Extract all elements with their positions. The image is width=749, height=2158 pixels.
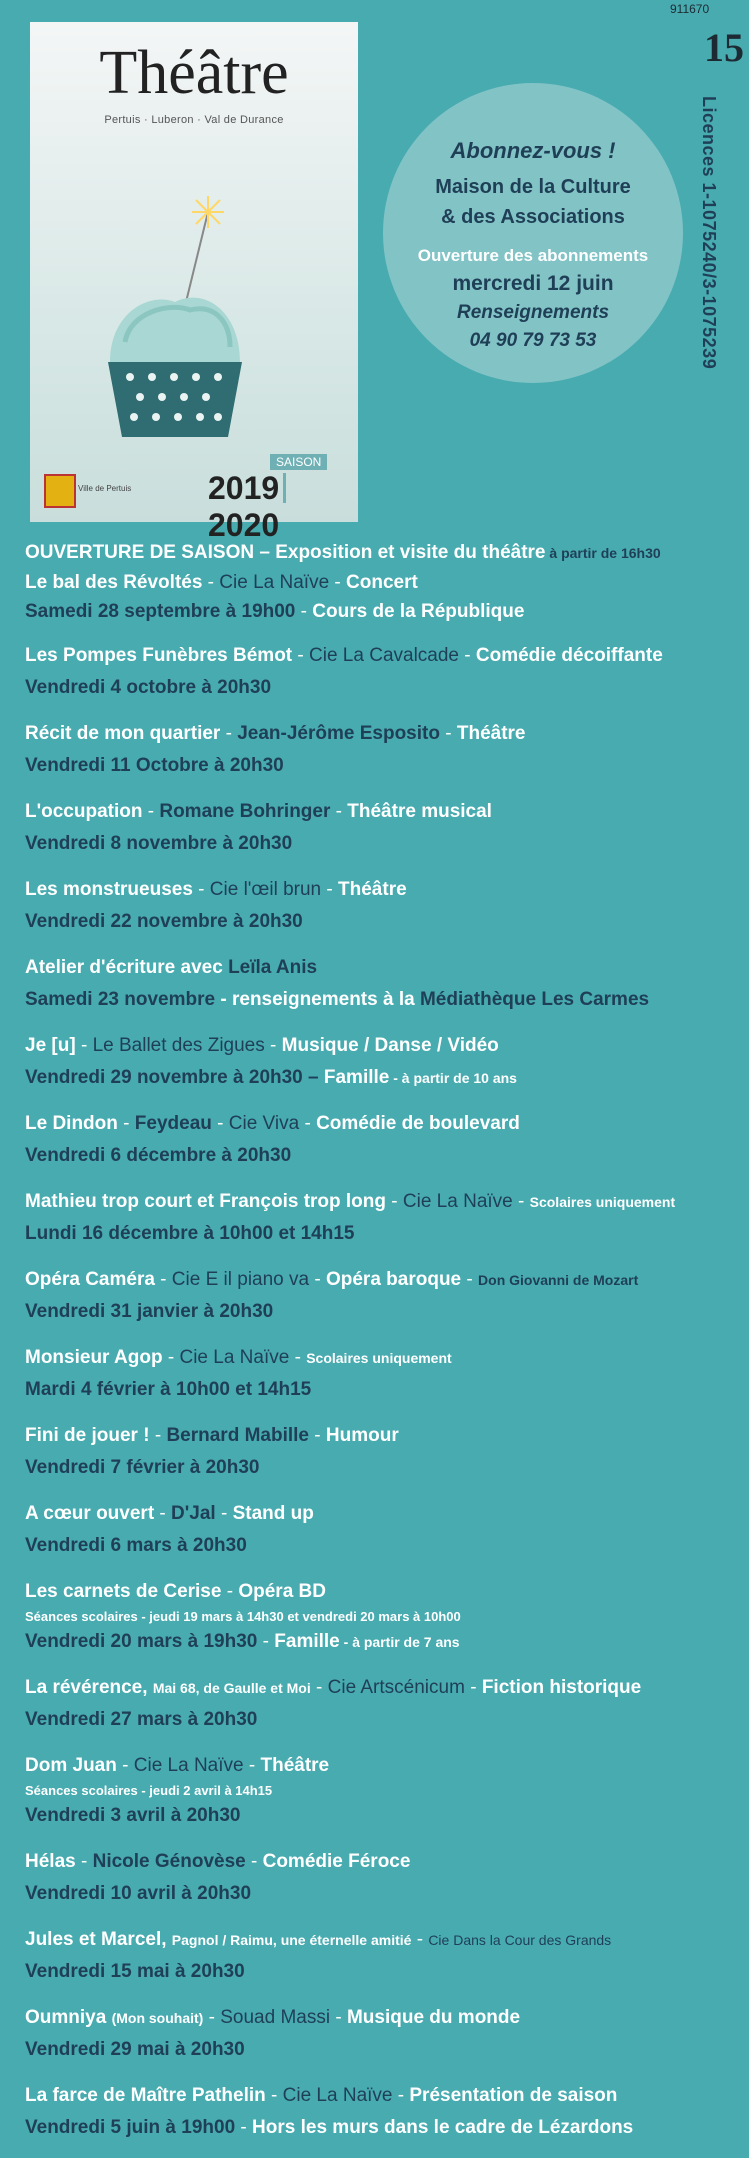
event-venue: Hors les murs dans le cadre de Lézardons (252, 2117, 634, 2138)
separator: - (330, 2007, 347, 2028)
separator: - (439, 723, 457, 744)
event-date: Vendredi 7 février à 20h30 (25, 1457, 260, 1478)
separator: - (310, 1677, 328, 1698)
event-company: Cie Dans la Cour des Grands (428, 1932, 612, 1948)
event-title: Dom Juan (25, 1755, 117, 1776)
promo-venue (383, 172, 683, 232)
event-artist: Jean-Jérôme Esposito (237, 723, 440, 744)
event-genre: Comédie de boulevard (316, 1113, 520, 1134)
event-date: Samedi 23 novembre (25, 989, 216, 1010)
event-note: - renseignements à la (215, 989, 420, 1010)
event-item (25, 796, 749, 860)
separator: - (309, 1269, 326, 1290)
event-company: Le Ballet des Zigues (92, 1035, 265, 1056)
promo-date: mercredi 12 juin (452, 272, 614, 295)
event-item (25, 718, 749, 782)
event-genre: Concert (346, 572, 418, 593)
separator: - (392, 2085, 410, 2106)
page-number: 15 (704, 25, 744, 70)
event-artist: Leïla Anis (228, 957, 318, 978)
separator: - (192, 879, 210, 900)
event-title: Les monstrueuses (25, 879, 193, 900)
event-date: Lundi 16 décembre à 10h00 et 14h15 (25, 1223, 355, 1244)
event-audience: Scolaires uniquement (306, 1350, 452, 1366)
event-date: Vendredi 4 octobre à 20h30 (25, 677, 272, 698)
event-date: Vendredi 20 mars à 19h30 (25, 1631, 258, 1652)
event-title: Hélas (25, 1851, 76, 1872)
separator: - (461, 1269, 479, 1290)
event-genre: Théâtre (338, 879, 407, 900)
separator: - (149, 1425, 167, 1446)
separator: - (309, 1425, 326, 1446)
event-time-note: à partir de 16h30 (545, 545, 661, 561)
event-age-note: - à partir de 10 ans (389, 1070, 517, 1086)
season-poster (30, 22, 358, 543)
event-item (25, 2002, 749, 2066)
promo-phone: 04 90 79 73 53 (469, 330, 597, 351)
event-item (25, 1108, 749, 1172)
separator: - (75, 1851, 93, 1872)
event-item (25, 1420, 749, 1484)
event-company: Cie Artscénicum (327, 1677, 465, 1698)
event-title: Les carnets de Cerise (25, 1581, 222, 1602)
subscription-promo (383, 83, 683, 383)
event-venue: Cours de la République (312, 601, 525, 622)
event-audience: Famille (323, 1067, 390, 1088)
event-date: Vendredi 29 mai à 20h30 (25, 2039, 245, 2060)
event-item (25, 1264, 749, 1328)
event-subtitle: Mai 68, de Gaulle et Moi (152, 1680, 311, 1696)
event-item (25, 874, 749, 938)
separator: - (220, 723, 238, 744)
event-item (25, 1030, 749, 1094)
separator: - (162, 1347, 180, 1368)
promo-info-label: Renseignements (456, 302, 610, 323)
event-company: Cie La Naïve (219, 572, 330, 593)
separator: - (221, 1581, 239, 1602)
event-genre: Théâtre (456, 723, 526, 744)
event-list (25, 538, 749, 2158)
event-genre: Théâtre (260, 1755, 330, 1776)
event-date: Vendredi 11 Octobre à 20h30 (25, 755, 284, 776)
event-artist: D'Jal (171, 1503, 216, 1524)
event-date: Vendredi 5 juin à 19h00 (25, 2117, 236, 2138)
event-date: Vendredi 22 novembre à 20h30 (25, 911, 303, 932)
separator: - (142, 801, 160, 822)
promo-opening: Ouverture des abonnements (417, 246, 649, 265)
event-company: Cie La Naïve (402, 1191, 513, 1212)
event-item (25, 2080, 749, 2144)
event-date: Vendredi 15 mai à 20h30 (25, 1961, 245, 1982)
event-age-note: - à partir de 7 ans (339, 1634, 460, 1650)
event-company: Cie La Naïve (282, 2085, 393, 2106)
event-title: L'occupation (25, 801, 143, 822)
separator: - (299, 1113, 317, 1134)
event-date: Mardi 4 février à 10h00 et 14h15 (25, 1379, 312, 1400)
event-title: La révérence, (25, 1677, 153, 1698)
event-item (25, 1576, 749, 1658)
event-title: Je [u] (25, 1035, 76, 1056)
separator: - (289, 1347, 307, 1368)
event-title: Jules et Marcel, (25, 1929, 172, 1950)
event-title: Le bal des Révoltés (25, 572, 203, 593)
separator: - (464, 1677, 482, 1698)
event-date: Vendredi 8 novembre à 20h30 (25, 833, 293, 854)
event-genre: Opéra BD (238, 1581, 326, 1602)
year-end: 2020 (208, 507, 280, 543)
event-company: Cie E il piano va (171, 1269, 310, 1290)
separator: - (512, 1191, 530, 1212)
separator: - (75, 1035, 93, 1056)
event-date: Samedi 28 septembre à 19h00 (25, 601, 296, 622)
year-start: 2019 (208, 470, 280, 506)
separator: - (257, 1631, 275, 1652)
event-school-sessions: Séances scolaires - jeudi 19 mars à 14h30 et vendredi 20 mars à 10h00 (25, 1609, 461, 1624)
separator: - (265, 2085, 283, 2106)
event-date: Vendredi 6 décembre à 20h30 (25, 1145, 292, 1166)
separator: - (243, 1755, 261, 1776)
poster-title: Théâtre (99, 39, 289, 107)
event-work: Don Giovanni de Mozart (478, 1272, 639, 1288)
event-genre: Théâtre musical (347, 801, 492, 822)
separator: - (386, 1191, 403, 1212)
event-item (25, 1924, 749, 1988)
event-title: Monsieur Agop (25, 1347, 163, 1368)
separator: - (203, 2007, 221, 2028)
event-title: Opéra Caméra (25, 1269, 155, 1290)
event-date: Vendredi 10 avril à 20h30 (25, 1883, 252, 1904)
reference-code: 911670 (670, 2, 710, 16)
event-title: Fini de jouer ! (25, 1425, 150, 1446)
event-artist: Souad Massi (220, 2007, 331, 2028)
event-date: Vendredi 3 avril à 20h30 (25, 1805, 241, 1826)
separator: - (117, 1113, 135, 1134)
separator: - (116, 1755, 134, 1776)
separator: - (202, 572, 220, 593)
event-title: OUVERTURE DE SAISON – Exposition et visite du théâtre (25, 542, 546, 563)
separator: - (215, 1503, 233, 1524)
event-item (25, 1342, 749, 1406)
event-item (25, 1498, 749, 1562)
saison-tag: SAISON (270, 454, 327, 470)
event-title: Les Pompes Funèbres Bémot (25, 645, 293, 666)
separator: - (329, 572, 347, 593)
event-genre: Comédie décoiffante (475, 645, 663, 666)
separator: - (411, 1929, 429, 1950)
separator: - (235, 2117, 253, 2138)
separator: - (154, 1269, 172, 1290)
separator: - (245, 1851, 263, 1872)
separator: - (292, 645, 310, 666)
separator: - (459, 645, 476, 666)
town-logo (44, 474, 76, 508)
separator: - (321, 879, 339, 900)
event-item (25, 1750, 749, 1832)
promo-venue-line1: Maison de la Culture (435, 176, 631, 198)
event-title: Le Dindon (25, 1113, 118, 1134)
event-title: Mathieu trop court et François trop long (25, 1191, 386, 1212)
event-artist: Romane Bohringer (159, 801, 331, 822)
event-artist: Nicole Génovèse (92, 1851, 246, 1872)
event-artist: Bernard Mabille (166, 1425, 309, 1446)
event-date: Vendredi 27 mars à 20h30 (25, 1709, 258, 1730)
separator: - (211, 1113, 229, 1134)
event-company: Cie La Naïve (179, 1347, 290, 1368)
event-title: A cœur ouvert (25, 1503, 155, 1524)
separator: - (154, 1503, 172, 1524)
event-genre: Opéra baroque (325, 1269, 462, 1290)
event-company: Cie La Cavalcade (309, 645, 459, 666)
licence-number: Licences 1-1075240/3-1075239 (699, 96, 719, 370)
event-title: Récit de mon quartier (25, 723, 221, 744)
event-genre: Musique / Danse / Vidéo (281, 1035, 499, 1056)
event-venue: Médiathèque Les Carmes (419, 989, 650, 1010)
event-genre: Fiction historique (481, 1677, 642, 1698)
event-item (25, 538, 749, 626)
event-genre: Musique du monde (346, 2007, 521, 2028)
cupcake-illustration (90, 192, 260, 452)
event-item (25, 1186, 749, 1250)
season-years (208, 470, 358, 544)
event-genre: Stand up (232, 1503, 314, 1524)
event-company: Cie l'œil brun (209, 879, 322, 900)
promo-venue-line2: & des Associations (441, 206, 625, 228)
event-item (25, 640, 749, 704)
event-title: La farce de Maître Pathelin (25, 2085, 266, 2106)
event-school-sessions: Séances scolaires - jeudi 2 avril à 14h15 (25, 1783, 273, 1798)
separator: - (330, 801, 348, 822)
event-date: Vendredi 29 novembre à 20h30 – (25, 1067, 324, 1088)
event-subtitle: (Mon souhait) (111, 2010, 204, 2026)
event-date: Vendredi 6 mars à 20h30 (25, 1535, 247, 1556)
event-audience: Scolaires uniquement (529, 1194, 676, 1210)
event-date: Vendredi 31 janvier à 20h30 (25, 1301, 274, 1322)
event-subtitle: Pagnol / Raimu, une éternelle amitié (171, 1932, 412, 1948)
promo-headline: Abonnez-vous ! (450, 138, 616, 163)
town-logo-text: Ville de Pertuis (78, 484, 132, 493)
event-genre: Présentation de saison (409, 2085, 618, 2106)
poster-subtitle: Pertuis · Luberon · Val de Durance (104, 114, 284, 126)
event-genre: Comédie Féroce (262, 1851, 411, 1872)
event-item (25, 1846, 749, 1910)
event-company: Cie La Naïve (133, 1755, 244, 1776)
event-item (25, 952, 749, 1016)
event-audience: Famille (274, 1631, 340, 1652)
event-genre: Humour (325, 1425, 399, 1446)
separator: - (295, 601, 313, 622)
event-author: Feydeau (134, 1113, 212, 1134)
event-title: Oumniya (25, 2007, 112, 2028)
event-item (25, 1672, 749, 1736)
event-company: Cie Viva (228, 1113, 300, 1134)
event-title: Atelier d'écriture avec (25, 957, 229, 978)
separator: - (264, 1035, 282, 1056)
